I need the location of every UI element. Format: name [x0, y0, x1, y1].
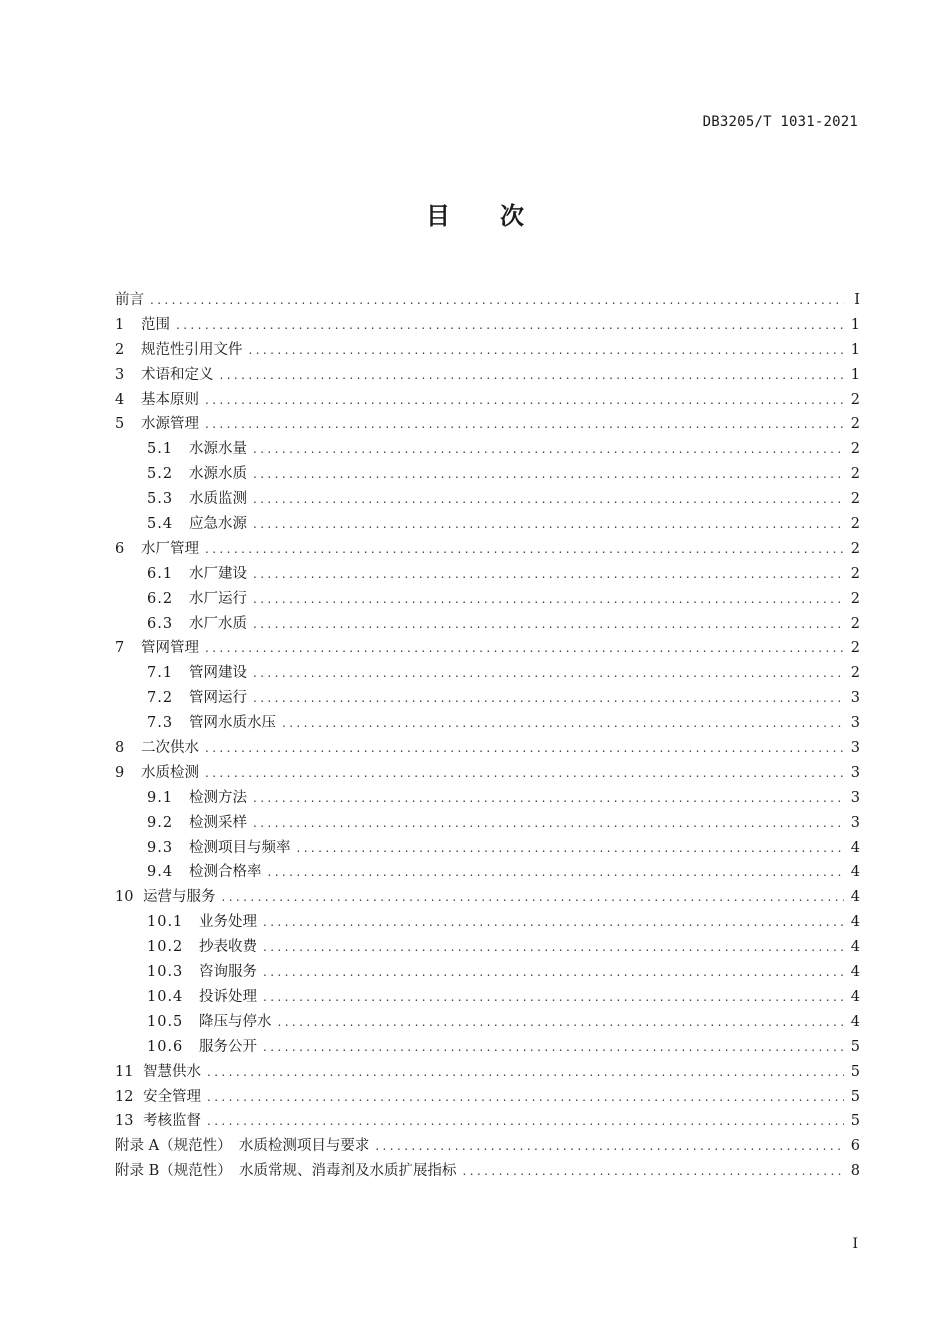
toc-entry-label: 水质监测	[189, 491, 247, 508]
toc-entry-number: 10.5	[147, 1013, 184, 1030]
toc-entry-label: 管网管理	[141, 640, 199, 657]
toc-entry-page: 2	[850, 590, 860, 607]
toc-entry[interactable]	[115, 587, 860, 612]
toc-entry-label: 基本原则	[141, 391, 199, 408]
dot-leader	[253, 686, 844, 711]
dot-leader	[220, 363, 845, 388]
document-code: DB3205/T 1031-2021	[702, 114, 858, 130]
toc-entry-page: 2	[850, 615, 860, 632]
toc-entry-page: I	[854, 292, 860, 308]
toc-entry[interactable]	[115, 1109, 860, 1134]
toc-entry-label: 附录 B（规范性） 水质常规、消毒剂及水质扩展指标	[115, 1163, 457, 1180]
toc-entry-page: 2	[850, 441, 860, 458]
toc-entry-number: 7.2	[147, 690, 174, 707]
toc-entry-number: 5.3	[147, 491, 174, 508]
dot-leader	[253, 811, 844, 836]
toc-entry-number: 6.1	[147, 565, 174, 582]
toc-entry-label: 降压与停水	[199, 1013, 272, 1030]
toc-entry-number: 8	[115, 740, 125, 757]
toc-entry-page: 1	[850, 341, 860, 358]
toc-entry-page: 5	[850, 1113, 860, 1130]
toc-entry-number: 6	[115, 540, 125, 557]
toc-entry[interactable]	[115, 761, 860, 786]
dot-leader	[263, 935, 844, 960]
toc-entry-label: 水厂建设	[189, 565, 247, 582]
toc-entry-label: 检测项目与频率	[189, 839, 291, 856]
toc-entry[interactable]	[115, 512, 860, 537]
toc-entry-label: 考核监督	[143, 1113, 201, 1130]
toc-entry-page: 4	[850, 988, 860, 1005]
dot-leader	[282, 711, 844, 736]
toc-entry-number: 9.2	[147, 814, 174, 831]
dot-leader	[205, 736, 844, 761]
dot-leader	[253, 512, 844, 537]
toc-title	[0, 196, 950, 231]
toc-entry-label: 应急水源	[189, 516, 247, 533]
toc-entry-page: 4	[850, 964, 860, 981]
dot-leader	[205, 537, 844, 562]
toc-entry-page: 3	[850, 789, 860, 806]
toc-entry-page: 2	[850, 416, 860, 433]
toc-entry-label: 前言	[115, 292, 144, 308]
toc-entry-label: 安全管理	[143, 1088, 201, 1105]
toc-entry-page: 1	[850, 316, 860, 333]
toc-entry-page: 5	[850, 1088, 860, 1105]
toc-entry[interactable]	[115, 1035, 860, 1060]
toc-entry-number: 5.4	[147, 516, 174, 533]
toc-entry-label: 服务公开	[199, 1038, 257, 1055]
toc-entry-label: 水厂水质	[189, 615, 247, 632]
toc-entry-number: 9	[115, 764, 125, 781]
toc-entry-number: 11	[115, 1063, 134, 1080]
toc-entry[interactable]	[115, 686, 860, 711]
dot-leader	[375, 1134, 844, 1159]
toc-entry-number: 10	[115, 889, 134, 906]
toc-entry-page: 3	[850, 814, 860, 831]
dot-leader	[253, 487, 844, 512]
toc-entry-page: 2	[850, 565, 860, 582]
toc-entry-number: 3	[115, 366, 125, 383]
toc-entry-page: 5	[850, 1038, 860, 1055]
toc-entry-page: 1	[850, 366, 860, 383]
toc-entry[interactable]	[115, 1085, 860, 1110]
toc-entry-label: 业务处理	[199, 914, 257, 931]
toc-entry[interactable]	[115, 612, 860, 637]
dot-leader	[249, 338, 845, 363]
dot-leader	[253, 437, 844, 462]
toc-entry[interactable]	[115, 661, 860, 686]
toc-entry[interactable]	[115, 412, 860, 437]
toc-entry-label: 附录 A（规范性） 水质检测项目与要求	[115, 1138, 370, 1155]
toc-entry-label: 二次供水	[141, 740, 199, 757]
toc-entry-number: 7	[115, 640, 125, 657]
toc-entry[interactable]	[115, 1134, 860, 1159]
toc-entry-page: 8	[850, 1163, 860, 1180]
dot-leader	[253, 661, 844, 686]
toc-entry-page: 4	[850, 1013, 860, 1030]
toc-entry-number: 1	[115, 316, 125, 333]
toc-entry[interactable]	[115, 860, 860, 885]
dot-leader	[205, 388, 844, 413]
dot-leader	[207, 1109, 844, 1134]
toc-entry-page: 6	[850, 1138, 860, 1155]
dot-leader	[207, 1060, 844, 1085]
toc-entry-page: 2	[850, 466, 860, 483]
toc-entry[interactable]	[115, 338, 860, 363]
toc-entry-label: 检测方法	[189, 789, 247, 806]
toc-entry-page: 3	[850, 690, 860, 707]
dot-leader	[253, 462, 844, 487]
toc-title-char-2: 次	[500, 202, 524, 230]
toc-entry-page: 3	[850, 740, 860, 757]
dot-leader	[253, 562, 844, 587]
dot-leader	[205, 412, 844, 437]
toc-entry-label: 投诉处理	[199, 988, 257, 1005]
toc-entry-page: 4	[850, 914, 860, 931]
toc-entry-label: 水源水量	[189, 441, 247, 458]
toc-entry-label: 水源水质	[189, 466, 247, 483]
dot-leader	[278, 1010, 845, 1035]
toc-entry-page: 3	[850, 715, 860, 732]
toc-entry-number: 10.2	[147, 939, 184, 956]
toc-entry-number: 2	[115, 341, 125, 358]
dot-leader	[205, 636, 844, 661]
toc-entry-label: 抄表收费	[199, 939, 257, 956]
toc-entry-label: 水源管理	[141, 416, 199, 433]
toc-entry-label: 管网建设	[189, 665, 247, 682]
toc-entry-label: 术语和定义	[141, 366, 214, 383]
toc-entry-page: 4	[850, 939, 860, 956]
toc-entry-page: 2	[850, 640, 860, 657]
toc-entry[interactable]	[115, 437, 860, 462]
toc-entry-page: 2	[850, 491, 860, 508]
dot-leader	[176, 313, 844, 338]
toc-entry-label: 检测合格率	[189, 864, 262, 881]
dot-leader	[297, 836, 845, 861]
toc-entry-label: 运营与服务	[143, 889, 216, 906]
toc-entry-number: 10.1	[147, 914, 184, 931]
toc-entry-number: 7.3	[147, 715, 174, 732]
toc-entry[interactable]	[115, 885, 860, 910]
toc-entry-label: 规范性引用文件	[141, 341, 243, 358]
toc-entry-label: 水厂运行	[189, 590, 247, 607]
toc-entry-number: 9.1	[147, 789, 174, 806]
toc-entry-number: 5	[115, 416, 125, 433]
toc-entry-number: 12	[115, 1088, 134, 1105]
toc-entry-label: 智慧供水	[143, 1063, 201, 1080]
toc-entry-page: 5	[850, 1063, 860, 1080]
toc-entry-page: 4	[850, 889, 860, 906]
toc-entry-number: 10.3	[147, 964, 184, 981]
toc-entry[interactable]	[115, 537, 860, 562]
toc-entry-page: 2	[850, 665, 860, 682]
toc-title-char-1: 目	[426, 202, 450, 230]
toc-entry[interactable]	[115, 910, 860, 935]
toc-entry[interactable]	[115, 388, 860, 413]
toc-entry[interactable]	[115, 736, 860, 761]
table-of-contents	[115, 288, 860, 1184]
toc-entry[interactable]	[115, 636, 860, 661]
toc-entry-number: 4	[115, 391, 125, 408]
toc-entry-page: 3	[850, 764, 860, 781]
toc-entry[interactable]	[115, 786, 860, 811]
toc-entry-label: 水质检测	[141, 764, 199, 781]
dot-leader	[205, 761, 844, 786]
dot-leader	[268, 860, 845, 885]
toc-entry-page: 2	[850, 391, 860, 408]
toc-entry-number: 6.2	[147, 590, 174, 607]
toc-entry-number: 7.1	[147, 665, 174, 682]
toc-entry-number: 9.4	[147, 864, 174, 881]
toc-entry[interactable]	[115, 313, 860, 338]
toc-entry[interactable]	[115, 363, 860, 388]
toc-entry-number: 10.6	[147, 1038, 184, 1055]
toc-entry[interactable]	[115, 1060, 860, 1085]
toc-entry[interactable]	[115, 811, 860, 836]
toc-entry[interactable]	[115, 960, 860, 985]
toc-entry[interactable]	[115, 562, 860, 587]
dot-leader	[263, 1035, 844, 1060]
dot-leader	[463, 1159, 844, 1184]
footer-page-number: I	[852, 1236, 858, 1252]
toc-entry[interactable]	[115, 462, 860, 487]
toc-entry[interactable]	[115, 836, 860, 861]
toc-entry-label: 管网运行	[189, 690, 247, 707]
toc-entry-page: 4	[850, 839, 860, 856]
dot-leader	[253, 612, 844, 637]
dot-leader	[263, 985, 844, 1010]
toc-entry[interactable]	[115, 935, 860, 960]
dot-leader	[253, 587, 844, 612]
toc-entry-number: 5.2	[147, 466, 174, 483]
toc-entry-number: 5.1	[147, 441, 174, 458]
toc-entry-page: 4	[850, 864, 860, 881]
toc-entry[interactable]	[115, 985, 860, 1010]
dot-leader	[207, 1085, 844, 1110]
toc-entry-label: 检测采样	[189, 814, 247, 831]
toc-entry[interactable]	[115, 711, 860, 736]
dot-leader	[263, 960, 844, 985]
toc-entry-number: 9.3	[147, 839, 174, 856]
dot-leader	[263, 910, 844, 935]
toc-entry-page: 2	[850, 516, 860, 533]
toc-entry-label: 范围	[141, 316, 170, 333]
toc-entry-number: 6.3	[147, 615, 174, 632]
dot-leader	[150, 288, 844, 313]
dot-leader	[222, 885, 845, 910]
dot-leader	[253, 786, 844, 811]
toc-entry-label: 管网水质水压	[189, 715, 276, 732]
toc-entry[interactable]	[115, 288, 860, 313]
toc-entry[interactable]	[115, 1159, 860, 1184]
toc-entry-label: 咨询服务	[199, 964, 257, 981]
toc-entry[interactable]	[115, 487, 860, 512]
toc-entry-number: 13	[115, 1113, 134, 1130]
toc-entry-number: 10.4	[147, 988, 184, 1005]
toc-entry[interactable]	[115, 1010, 860, 1035]
toc-entry-page: 2	[850, 540, 860, 557]
toc-entry-label: 水厂管理	[141, 540, 199, 557]
